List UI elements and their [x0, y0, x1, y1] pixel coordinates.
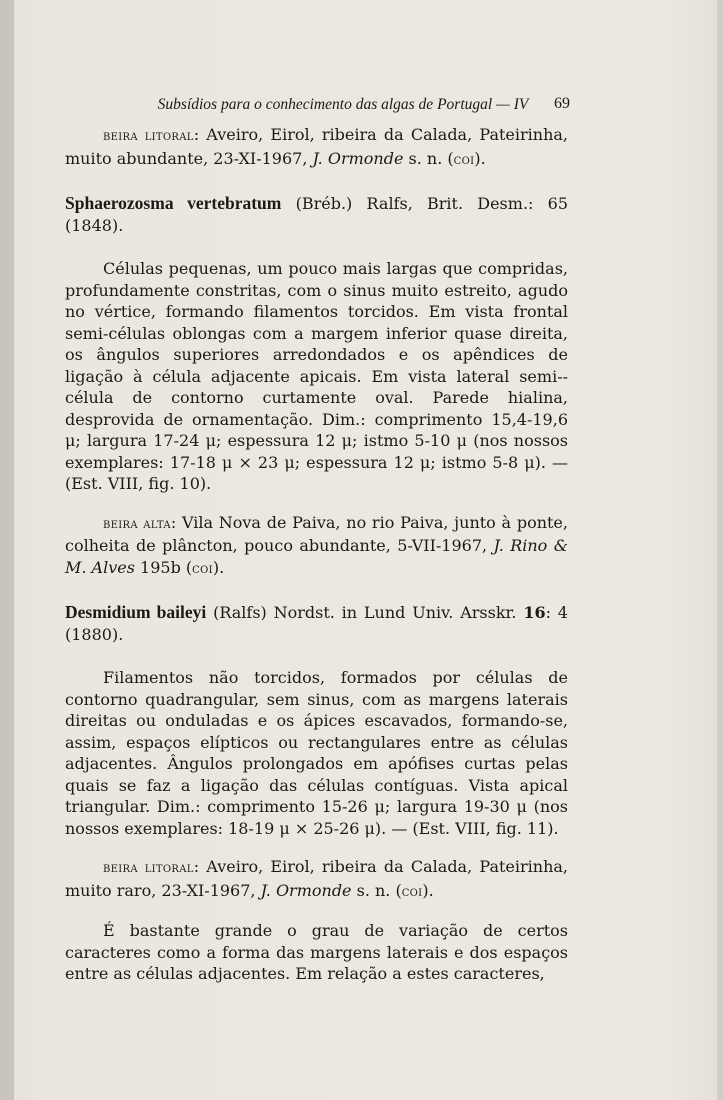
region-label: beira alta	[103, 515, 171, 532]
herbarium-code: coi	[453, 151, 475, 168]
remark-paragraph: É bastante grande o grau de variação de certos caracteres como a forma das margens laterais e dos espaços entre as células adjacentes. Em relação a estes caracteres,	[65, 921, 568, 983]
collector: J. Ormonde	[260, 880, 352, 900]
species-name: Sphaerozosma vertebratum	[65, 193, 282, 213]
species-citation: (Ralfs) Nordst. in Lund Univ. Arsskr.	[206, 603, 524, 622]
record-tail: 195b (	[134, 557, 193, 577]
record-text: : Aveiro, Eirol, ribeira da Calada, Pateirinha, muito raro, 23-XI-1967,	[65, 857, 568, 900]
herbarium-code: coi	[192, 560, 213, 577]
record-tail: s. n. (	[351, 880, 402, 900]
description-1: Células pequenas, um pouco mais largas que compridas, profundamente constritas, com o sinus muito estreito, agudo no vértice, formando filamentos torcidos. Em vista frontal semi-células oblongas com a margem inferior quase direita, os ângulos superiores arredondados e os apêndices de ligação à célula adjacente apicais. Em vista lateral semi--célula de contorno curtamente oval. Parede hialina, desprovida de ornamentação. Dim.: comprimento 15,4-19,6 μ; largura 17-24 μ; espessura 12 μ; istmo 5-10 μ (nos nossos exemplares: 17-18 μ × 23 μ; espessura 12 μ; istmo 5-8 μ). — (Est. VIII, fig. 10).	[65, 259, 568, 493]
species-citation: (Bréb.) Ralfs, Brit. Desm.: 65 (1848).	[65, 194, 568, 235]
page-number: 69	[554, 95, 570, 112]
page-edge-right	[717, 0, 723, 1100]
collector: J. Rino & M. Alves	[65, 536, 568, 577]
species-heading-2	[65, 602, 568, 645]
record-text: : Vila Nova de Paiva, no rio Paiva, junto à ponte, colheita de plâncton, pouco abundante, 5-VII-1967,	[65, 512, 568, 555]
journal-volume: 16	[523, 603, 546, 622]
species-name: Desmidium baileyi	[65, 602, 207, 622]
region-label: beira litoral	[103, 860, 194, 876]
running-head: Subsídios para o conhecimento das algas de Portugal — IV	[157, 96, 529, 113]
region-label: beira litoral	[103, 128, 194, 144]
species-heading-1	[65, 193, 568, 236]
record-end: ).	[212, 557, 225, 577]
page-edge-left	[0, 0, 14, 1100]
locality-record-1	[65, 124, 568, 171]
locality-record-3	[65, 856, 568, 903]
species-citation-end: : 4 (1880).	[65, 603, 568, 644]
record-end: ).	[474, 148, 486, 168]
record-tail: s. n. (	[403, 148, 454, 168]
record-end: ).	[422, 880, 434, 900]
record-text: : Aveiro, Eirol, ribeira da Calada, Pateirinha, muito abundante, 23-XI-1967,	[65, 125, 568, 168]
locality-record-2	[65, 512, 568, 581]
herbarium-code: coi	[401, 883, 423, 900]
page-body	[65, 124, 568, 985]
collector: J. Ormonde	[312, 148, 404, 168]
description-2: Filamentos não torcidos, formados por células de contorno quadrangular, sem sinus, com as margens laterais direitas ou onduladas e os ápices escavados, formando-se, assim, espaços elípticos ou rectangulares entre as células adjacentes. Ângulos prolongados em apófises curtas pelas quais se faz a ligação das células contíguas. Vista apical triangular. Dim.: comprimento 15-26 μ; largura 19-30 μ (nos nossos exemplares: 18-19 μ × 25-26 μ). — (Est. VIII, fig. 11).	[65, 668, 568, 838]
